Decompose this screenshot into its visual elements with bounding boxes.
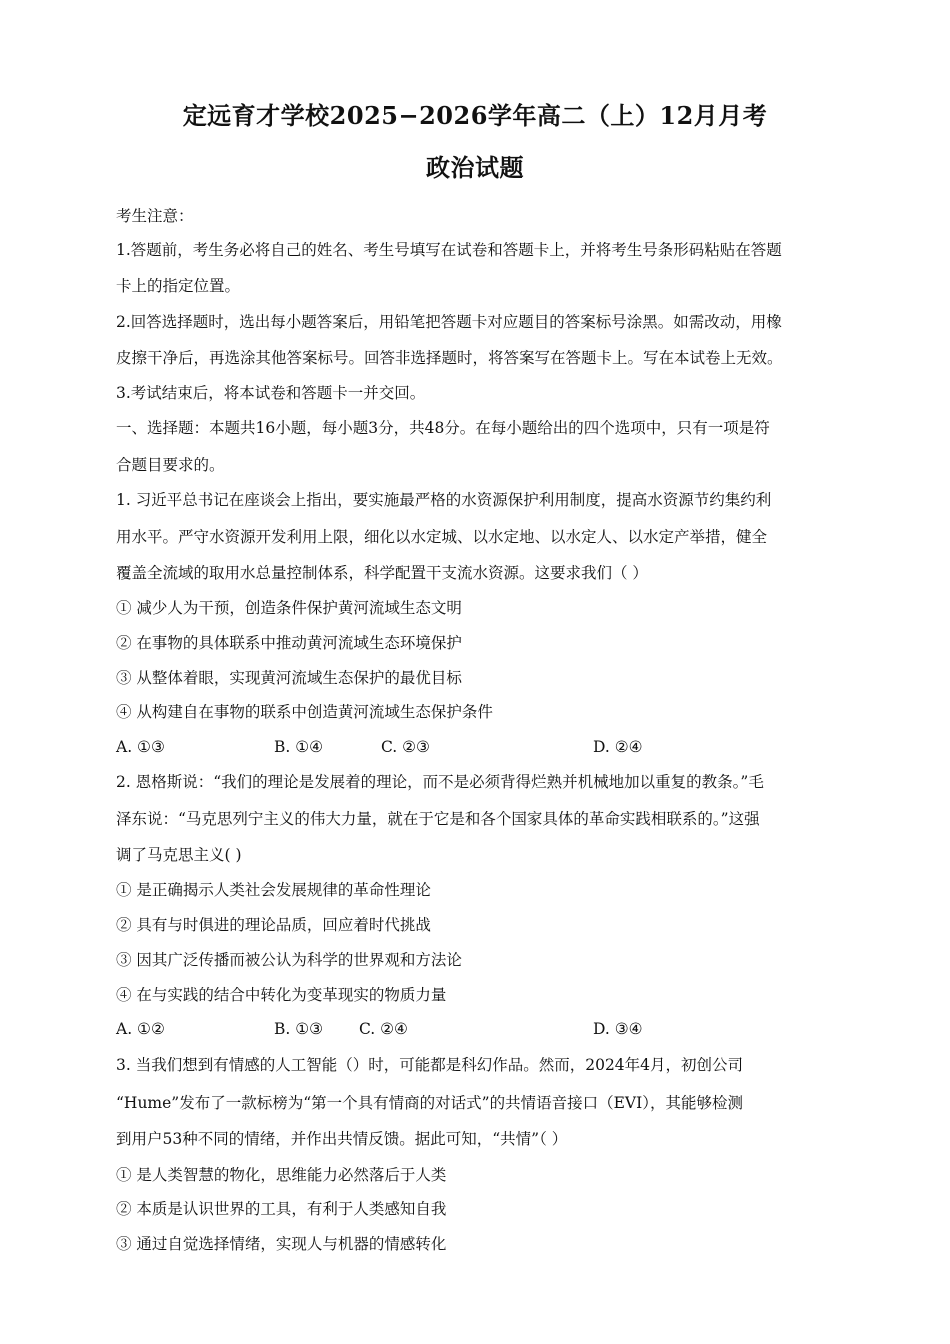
question-2-item-1: ① 是正确揭示人类社会发展规律的革命性理论 xyxy=(116,881,431,899)
question-1-stem-line-2: 用水平。严守水资源开发利用上限，细化以水定城、以水定地、以水定人、以水定产举措，健全 xyxy=(116,528,768,546)
question-2-option-d[interactable]: D. ③④ xyxy=(593,1020,643,1038)
question-1-option-a[interactable]: A. ①③ xyxy=(116,738,165,756)
question-2-option-c[interactable]: C. ②④ xyxy=(359,1020,408,1038)
question-2-item-3: ③ 因其广泛传播而被公认为科学的世界观和方法论 xyxy=(116,951,462,969)
section-heading-line-1: 一、选择题：本题共16小题，每小题3分，共48分。在每小题给出的四个选项中，只有一项是符 xyxy=(116,419,770,437)
question-3-stem-line-2: “Hume”发布了一款标榜为“第一个具有情商的对话式”的共情语音接口（EVI），其能够检测 xyxy=(116,1094,743,1112)
question-1-item-2: ② 在事物的具体联系中推动黄河流域生态环境保护 xyxy=(116,634,462,652)
question-1-item-3: ③ 从整体着眼，实现黄河流域生态保护的最优目标 xyxy=(116,669,462,687)
notice-heading: 考生注意： xyxy=(116,207,194,225)
question-1-item-1: ① 减少人为干预，创造条件保护黄河流域生态文明 xyxy=(116,599,462,617)
question-1-item-4: ④ 从构建自在事物的联系中创造黄河流域生态保护条件 xyxy=(116,703,493,721)
question-3-stem-line-3: 到用户53种不同的情绪，并作出共情反馈。据此可知，“共情”（ ） xyxy=(116,1130,568,1148)
section-heading-line-2: 合题目要求的。 xyxy=(116,456,225,474)
question-1-stem-line-1: 1. 习近平总书记在座谈会上指出，要实施最严格的水资源保护利用制度，提高水资源节约集约利 xyxy=(116,491,772,509)
question-2-stem-line-2: 泽东说：“马克思列宁主义的伟大力量，就在于它是和各个国家具体的革命实践相联系的。”这强 xyxy=(116,810,760,828)
question-3-item-2: ② 本质是认识世界的工具，有利于人类感知自我 xyxy=(116,1200,447,1218)
question-2-option-a[interactable]: A. ①② xyxy=(116,1020,165,1038)
exam-title: 定远育才学校2025−2026学年高二（上）12月月考 xyxy=(182,101,768,130)
notice-item-1-line-2: 卡上的指定位置。 xyxy=(116,277,241,295)
question-2-item-2: ② 具有与时俱进的理论品质，回应着时代挑战 xyxy=(116,916,431,934)
question-1-stem-line-3: 覆盖全流域的取用水总量控制体系，科学配置干支流水资源。这要求我们（ ） xyxy=(116,564,648,582)
question-3-item-3: ③ 通过自觉选择情绪，实现人与机器的情感转化 xyxy=(116,1235,447,1253)
exam-subject-title: 政治试题 xyxy=(426,153,524,182)
question-1-option-d[interactable]: D. ②④ xyxy=(593,738,643,756)
notice-item-2-line-1: 2.回答选择题时，选出每小题答案后，用铅笔把答题卡对应题目的答案标号涂黑。如需改动，用橡 xyxy=(116,313,782,331)
question-2-item-4: ④ 在与实践的结合中转化为变革现实的物质力量 xyxy=(116,986,447,1004)
notice-item-1-line-1: 1.答题前，考生务必将自己的姓名、考生号填写在试卷和答题卡上，并将考生号条形码粘贴在答题 xyxy=(116,241,782,259)
question-3-item-1: ① 是人类智慧的物化，思维能力必然落后于人类 xyxy=(116,1166,447,1184)
notice-item-2-line-2: 皮擦干净后，再选涂其他答案标号。回答非选择题时，将答案写在答题卡上。写在本试卷上无效。 xyxy=(116,349,783,367)
notice-item-3: 3.考试结束后，将本试卷和答题卡一并交回。 xyxy=(116,384,426,402)
question-1-option-c[interactable]: C. ②③ xyxy=(381,738,430,756)
question-3-stem-line-1: 3. 当我们想到有情感的人工智能（）时，可能都是科幻作品。然而，2024年4月，初创公司 xyxy=(116,1056,744,1074)
question-2-stem-line-3: 调了马克思主义( ) xyxy=(116,846,242,864)
question-1-option-b[interactable]: B. ①④ xyxy=(274,738,324,756)
question-2-stem-line-1: 2. 恩格斯说：“我们的理论是发展着的理论，而不是必须背得烂熟并机械地加以重复的教条。”毛 xyxy=(116,773,764,791)
question-2-option-b[interactable]: B. ①③ xyxy=(274,1020,324,1038)
